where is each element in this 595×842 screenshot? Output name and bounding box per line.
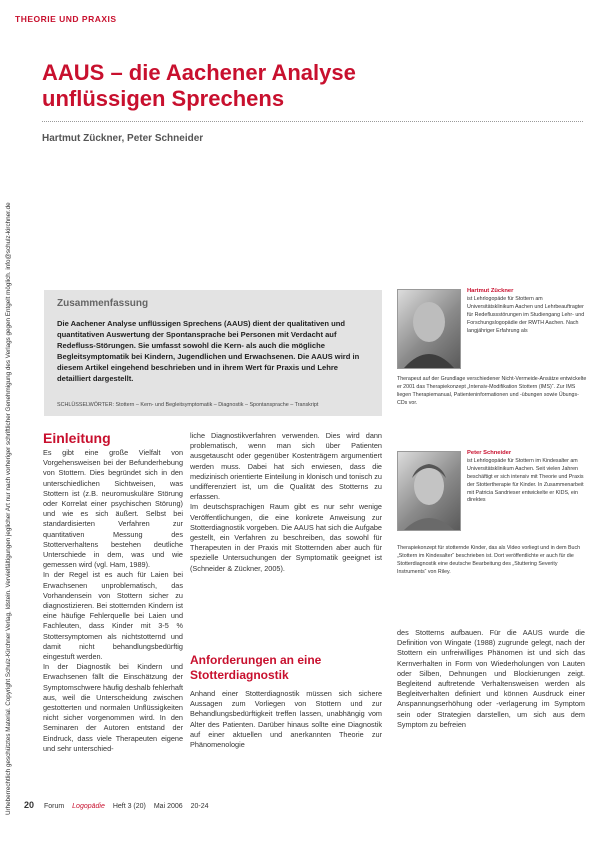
issue-number: Heft 3 (20) [112, 803, 146, 810]
bio-zueckner [467, 288, 587, 335]
heading-einleitung: Einleitung [43, 430, 111, 446]
magazine-name: Logopädie [72, 803, 105, 810]
bio-text-schneider-b: Therapiekonzept für stotternde Kinder, das als Video vorliegt und in dem Buch „Stottern im Kindesalter“ beschrieben ist. Dort veröffentlichte er auch für die Stotterdiagnostik eine deutsche Bearbeitung des „Stuttering Severity Instruments“ von Riley. [397, 545, 581, 575]
bio-text-zueckner-b: Therapeut auf der Grundlage verschiedener Nicht-Vermeide-Ansätze entwickelte er 2001 das Therapiekonzept „Intensiv-Modifikation Stottern (IMS)“. Zur IMS liegen Therapiemanual, Patienteninformationen und -übungen sowie Übungs-CDs vor. [397, 376, 587, 406]
article-authors: Hartmut Zückner, Peter Schneider [42, 133, 204, 144]
col1-paragraph-1: Es gibt eine große Vielfalt von Vorgehensweisen bei der Befunderhebung von Stottern. Dies begründet sich in den unterschiedlichen Sichtweisen, was Stottern ist (z.B. neuromuskuläre Störung oder Korrelat einer psychischen Störung) und wie es sich äußert. Selbst bei standardisierten Verfahren zur quantitativen Messung des Stotterverhaltens bestehen deutliche Unterschiede in dem, was und wie gemessen wird (vgl. Ham, 1989). [43, 448, 183, 570]
magazine-prefix: Forum [43, 803, 65, 810]
column-2 [190, 431, 382, 574]
bio-name-schneider: Peter Schneider [467, 450, 512, 456]
col3-paragraph-1: des Stotterns aufbauen. Für die AAUS wurde die Definition von Wingate (1988) zugrunde gelegt, nach der Stottern ein unfreiwilliges Phänomen ist und sich das Kernverhalten in Form von Wiederholungen von Lauten oder Silben, Dehnungen und Blockierungen zeigt. Begleitend auftretende Verhaltensweisen werden als Begleitverhalten definiert und können Ausdruck einer Anspannungserhöhung oder -verlagerung im Symptom sein oder Strategien darstellen, um sich aus dem Symptom zu befreien [397, 628, 585, 729]
column-2-continued [190, 689, 382, 750]
col2-paragraph-2: Im deutschsprachigen Raum gibt es nur sehr wenige Veröffentlichungen, die eine konkrete Anweisung zur Stotterdiagnostik vorgeben. Die AAUS hat sich die Aufgabe gestellt, ein Verfahren zu beschreiben, das sowohl für Therapeuten in der Praxis mit Stotternden aber auch für spezielle Untersuchungen der Symptomatik geeignet ist (Schneider & Zückner, 2005). [190, 502, 382, 573]
bio-name-zueckner: Hartmut Zückner [467, 288, 514, 294]
column-1 [43, 448, 183, 754]
author-photo-schneider [397, 451, 461, 531]
heading-anforderungen: Anforderungen an eine Stotterdiagnostik [190, 653, 322, 682]
column-3 [397, 628, 585, 730]
page-range: 20-24 [190, 803, 209, 810]
page-number: 20 [24, 800, 35, 810]
col2-paragraph-1: liche Diagnostikverfahren verwenden. Dies wird dann problematisch, wenn man sich über Patienten ausgetauscht oder gegenüber Kostenträgern argumentiert werden muss. Dabei hat sich erwiesen, dass die medizinisch orientierte Einteilung in klonisch und tonisch zu undifferenziert ist, um die Qualität des Stotterns zu erfassen. [190, 431, 382, 502]
bio-schneider-continued [397, 545, 587, 577]
bio-schneider [467, 450, 587, 505]
title-line-2: unflüssigen Sprechens [42, 86, 285, 111]
bio-text-zueckner-a: ist Lehrlogopäde für Stottern am Universitätsklinikum Aachen und Lehrbeauftragter für Redeflussstörungen im Studiengang Lehr- und Forschungslogopädie der RWTH Aachen. Nach langjähriger Erfahrung als [467, 295, 585, 334]
section-label: THEORIE UND PRAXIS [15, 14, 117, 24]
summary-body: Die Aachener Analyse unflüssigen Sprechens (AAUS) dient der qualitativen und quantitativen Auswertung der Spontansprache bei Personen mit Verdacht auf Redefluss-Störungen. Sie umfasst sowohl die Kern- als auch die mögliche Begleitsymptomatik bei Kindern, Jugendlichen und Erwachsenen. Die AAUS wird in diesem Artikel eingehend beschrieben und in ihrem Wert für Praxis und Lehre detailliert dargestellt. [57, 319, 360, 383]
title-line-1: AAUS – die Aachener Analyse [42, 60, 356, 85]
summary-title: Zusammenfassung [57, 298, 149, 309]
col2-paragraph-3: Anhand einer Stotterdiagnostik müssen sich sichere Aussagen zum Vorliegen von Stottern und zur Behandlungsbedürftigkeit treffen lassen, unabhängig vom Alter des Patienten. Darüber hinaus sollte eine Diagnostik auf einer aktuellen und anerkannten Theorie zur Phänomenologie [190, 689, 382, 750]
page-footer [24, 800, 215, 810]
title-divider [42, 121, 583, 122]
bio-zueckner-continued [397, 376, 587, 408]
author-photo-zueckner [397, 289, 461, 369]
copyright-sidebar: Urheberrechtlich geschütztes Material. Copyright Schulz-Kirchner Verlag, Idstein. Vervielfältigungen jeglicher Art nur nach vorheriger schriftlicher Genehmigung des Verlags gegen Entgelt möglich. info@schulz-kirchner.de [5, 202, 12, 815]
col1-paragraph-2: In der Regel ist es auch für Laien bei Erwachsenen unproblematisch, das Vorhandensein von Stottern sicher zu diagnostizieren. Bei stotternden Kindern ist eine häufige Fehlerquelle bei Laien und Fachleuten, dass Kinder mit 3-5 % Stottersymptomen als nichtstotternd und damit nicht behandlungsbedürftig eingestuft werden. [43, 570, 183, 662]
article-title [42, 60, 562, 112]
issue-date: Mai 2006 [153, 803, 183, 810]
summary-keywords: SCHLÜSSELWÖRTER: Stottern – Kern- und Begleitsymptomatik – Diagnostik – Spontansprache – Transkript [57, 402, 319, 408]
bio-text-schneider-a: ist Lehrlogopäde für Stottern im Kindesalter am Universitätsklinikum Aachen. Seit vielen Jahren beschäftigt er sich intensiv mit Theorie und Praxis der Stottertherapie für Kinder. In Zusammenarbeit mit Patricia Sandrieser entwickelte er KIDS, ein direktes [467, 457, 584, 504]
col1-paragraph-3: In der Diagnostik bei Kindern und Erwachsenen fällt die Einschätzung der Symptomschwere häufig deshalb fehlerhaft aus, weil die Unterscheidung zwischen gestotterten und normalen Unflüssigkeiten nicht sicher vorgenommen wird. In den Seminaren der Autoren entstand der Eindruck, dass viele Therapeuten eigene und sehr unterschied- [43, 662, 183, 753]
